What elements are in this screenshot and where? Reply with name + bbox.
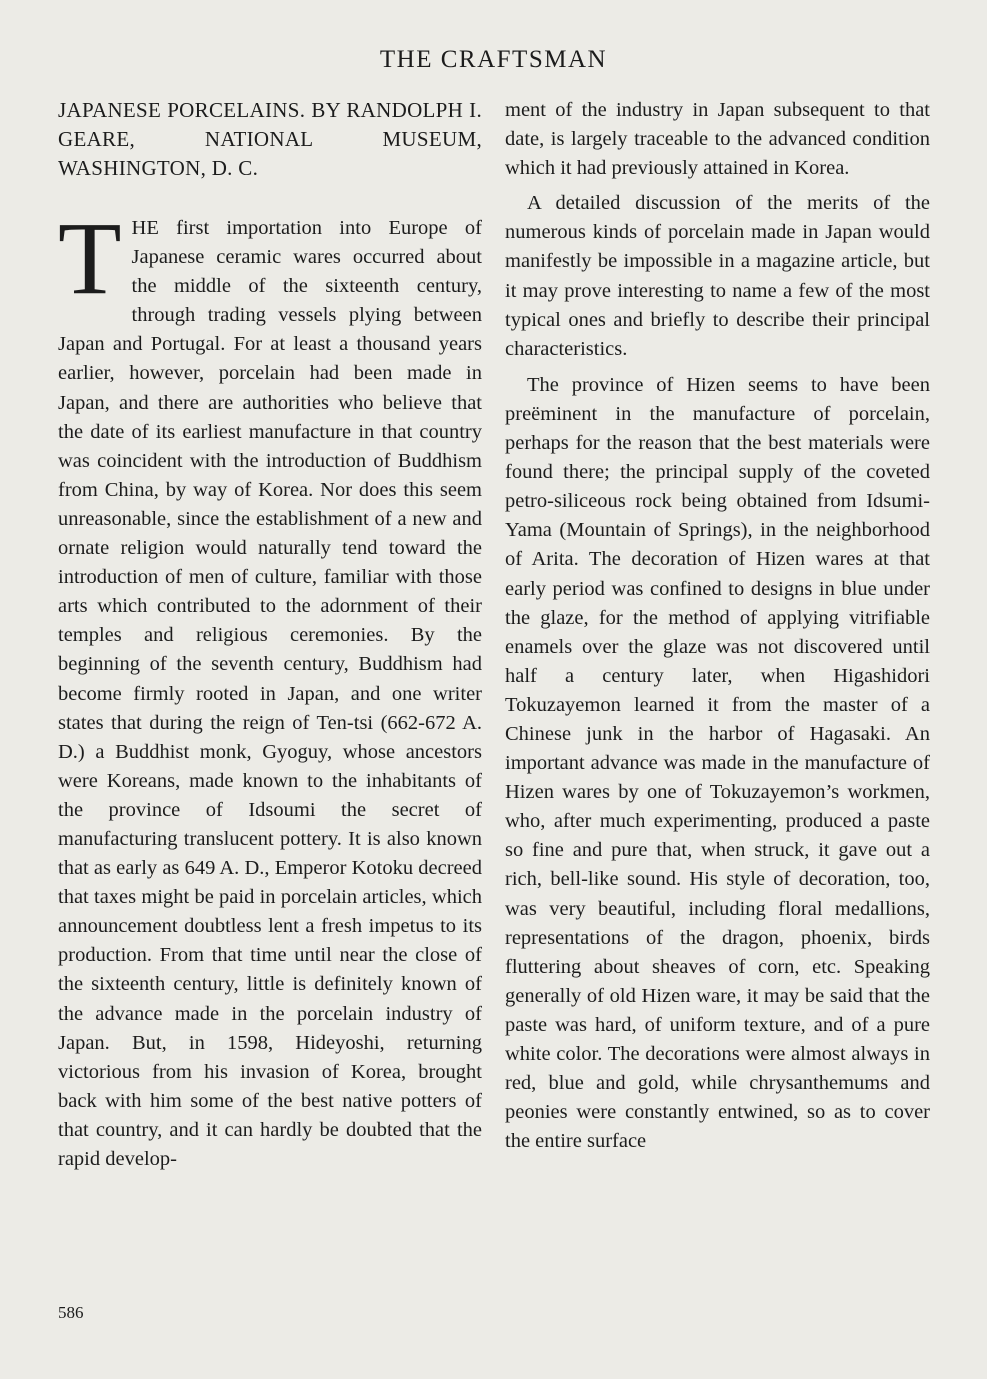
right-paragraph-1: ment of the industry in Japan subsequent to that date, is largely traceable to the advanced condition which it had previously attained in Korea.: [505, 99, 930, 180]
page-number: 586: [58, 1303, 84, 1322]
drop-cap: T: [58, 201, 122, 316]
left-paragraph-1: [58, 201, 482, 1174]
running-header: THE CRAFTSMAN: [379, 46, 608, 73]
right-paragraph-2: A detailed discussion of the merits of the numerous kinds of porcelain made in Japan would manifestly be impossible in a magazine article, but it may prove interesting to name a few of the most typical ones and briefly to describe their principal characteristics.: [505, 192, 930, 360]
left-paragraph-1-text: HE first importation into Europe of Japanese ceramic wares occurred about the middle of the sixteenth century, through trading vessels plying between Japan and Portugal. For at least a thousand years earlier, however, porcelain had been made in Japan, and there are authorities who believe that the date of its earliest manufacture in that country was coincident with the introduction of Buddhism from China, by way of Korea. Nor does this seem unreasonable, since the establishment of a new and ornate religion would naturally tend toward the introduction of men of culture, familiar with those arts which contributed to the adornment of their temples and religious ceremonies. By the beginning of the seventh century, Buddhism had become firmly rooted in Japan, and one writer states that during the reign of Ten-tsi (662-672 A. D.) a Buddhist monk, Gyoguy, whose ancestors were Koreans, made known to the inhabitants of the province of Idsoumi the secret of manufacturing translucent pottery. It is also known that as early as 649 A. D., Emperor Kotoku decreed that taxes might be paid in porcelain articles, which announcement doubtless lent a fresh impetus to its production. From that time until near the close of the sixteenth century, little is definitely known of the advance made in the porcelain industry of Japan. But, in 1598, Hideyoshi, returning victorious from his invasion of Korea, brought back with him some of the best native potters of that country, and it can hardly be doubted that the rapid develop-: [58, 217, 482, 1170]
article-title: JAPANESE PORCELAINS. BY RANDOLPH I. GEARE, NATIONAL MUSEUM, WASHINGTON, D. C.: [58, 98, 482, 180]
right-paragraph-3: The province of Hizen seems to have been preëminent in the manufacture of porcelain, perhaps for the reason that the best materials were found there; the principal supply of the coveted petro-siliceous rock being obtained from Idsumi-Yama (Mountain of Springs), in the neighborhood of Arita. The decoration of Hizen wares at that early period was confined to designs in blue under the glaze, for the method of applying vitrifiable enamels over the glaze was not discovered until half a century later, when Higashidori Tokuzayemon learned it from the master of a Chinese junk in the harbor of Hagasaki. An important advance was made in the manufacture of Hizen wares by one of Tokuzayemon’s workmen, who, after much experimenting, produced a paste so fine and pure that, when struck, it gave out a rich, bell-like sound. His style of decoration, too, was very beautiful, including floral medallions, representations of the dragon, phoenix, birds fluttering about sheaves of corn, etc. Speaking generally of old Hizen ware, it may be said that the paste was hard, of uniform texture, and of a pure white color. The decorations were almost always in red, blue and gold, while chrysanthemums and peonies were constantly entwined, so as to cover the entire surface: [505, 373, 930, 1153]
left-column: [58, 96, 482, 1174]
right-column: [505, 96, 930, 1156]
